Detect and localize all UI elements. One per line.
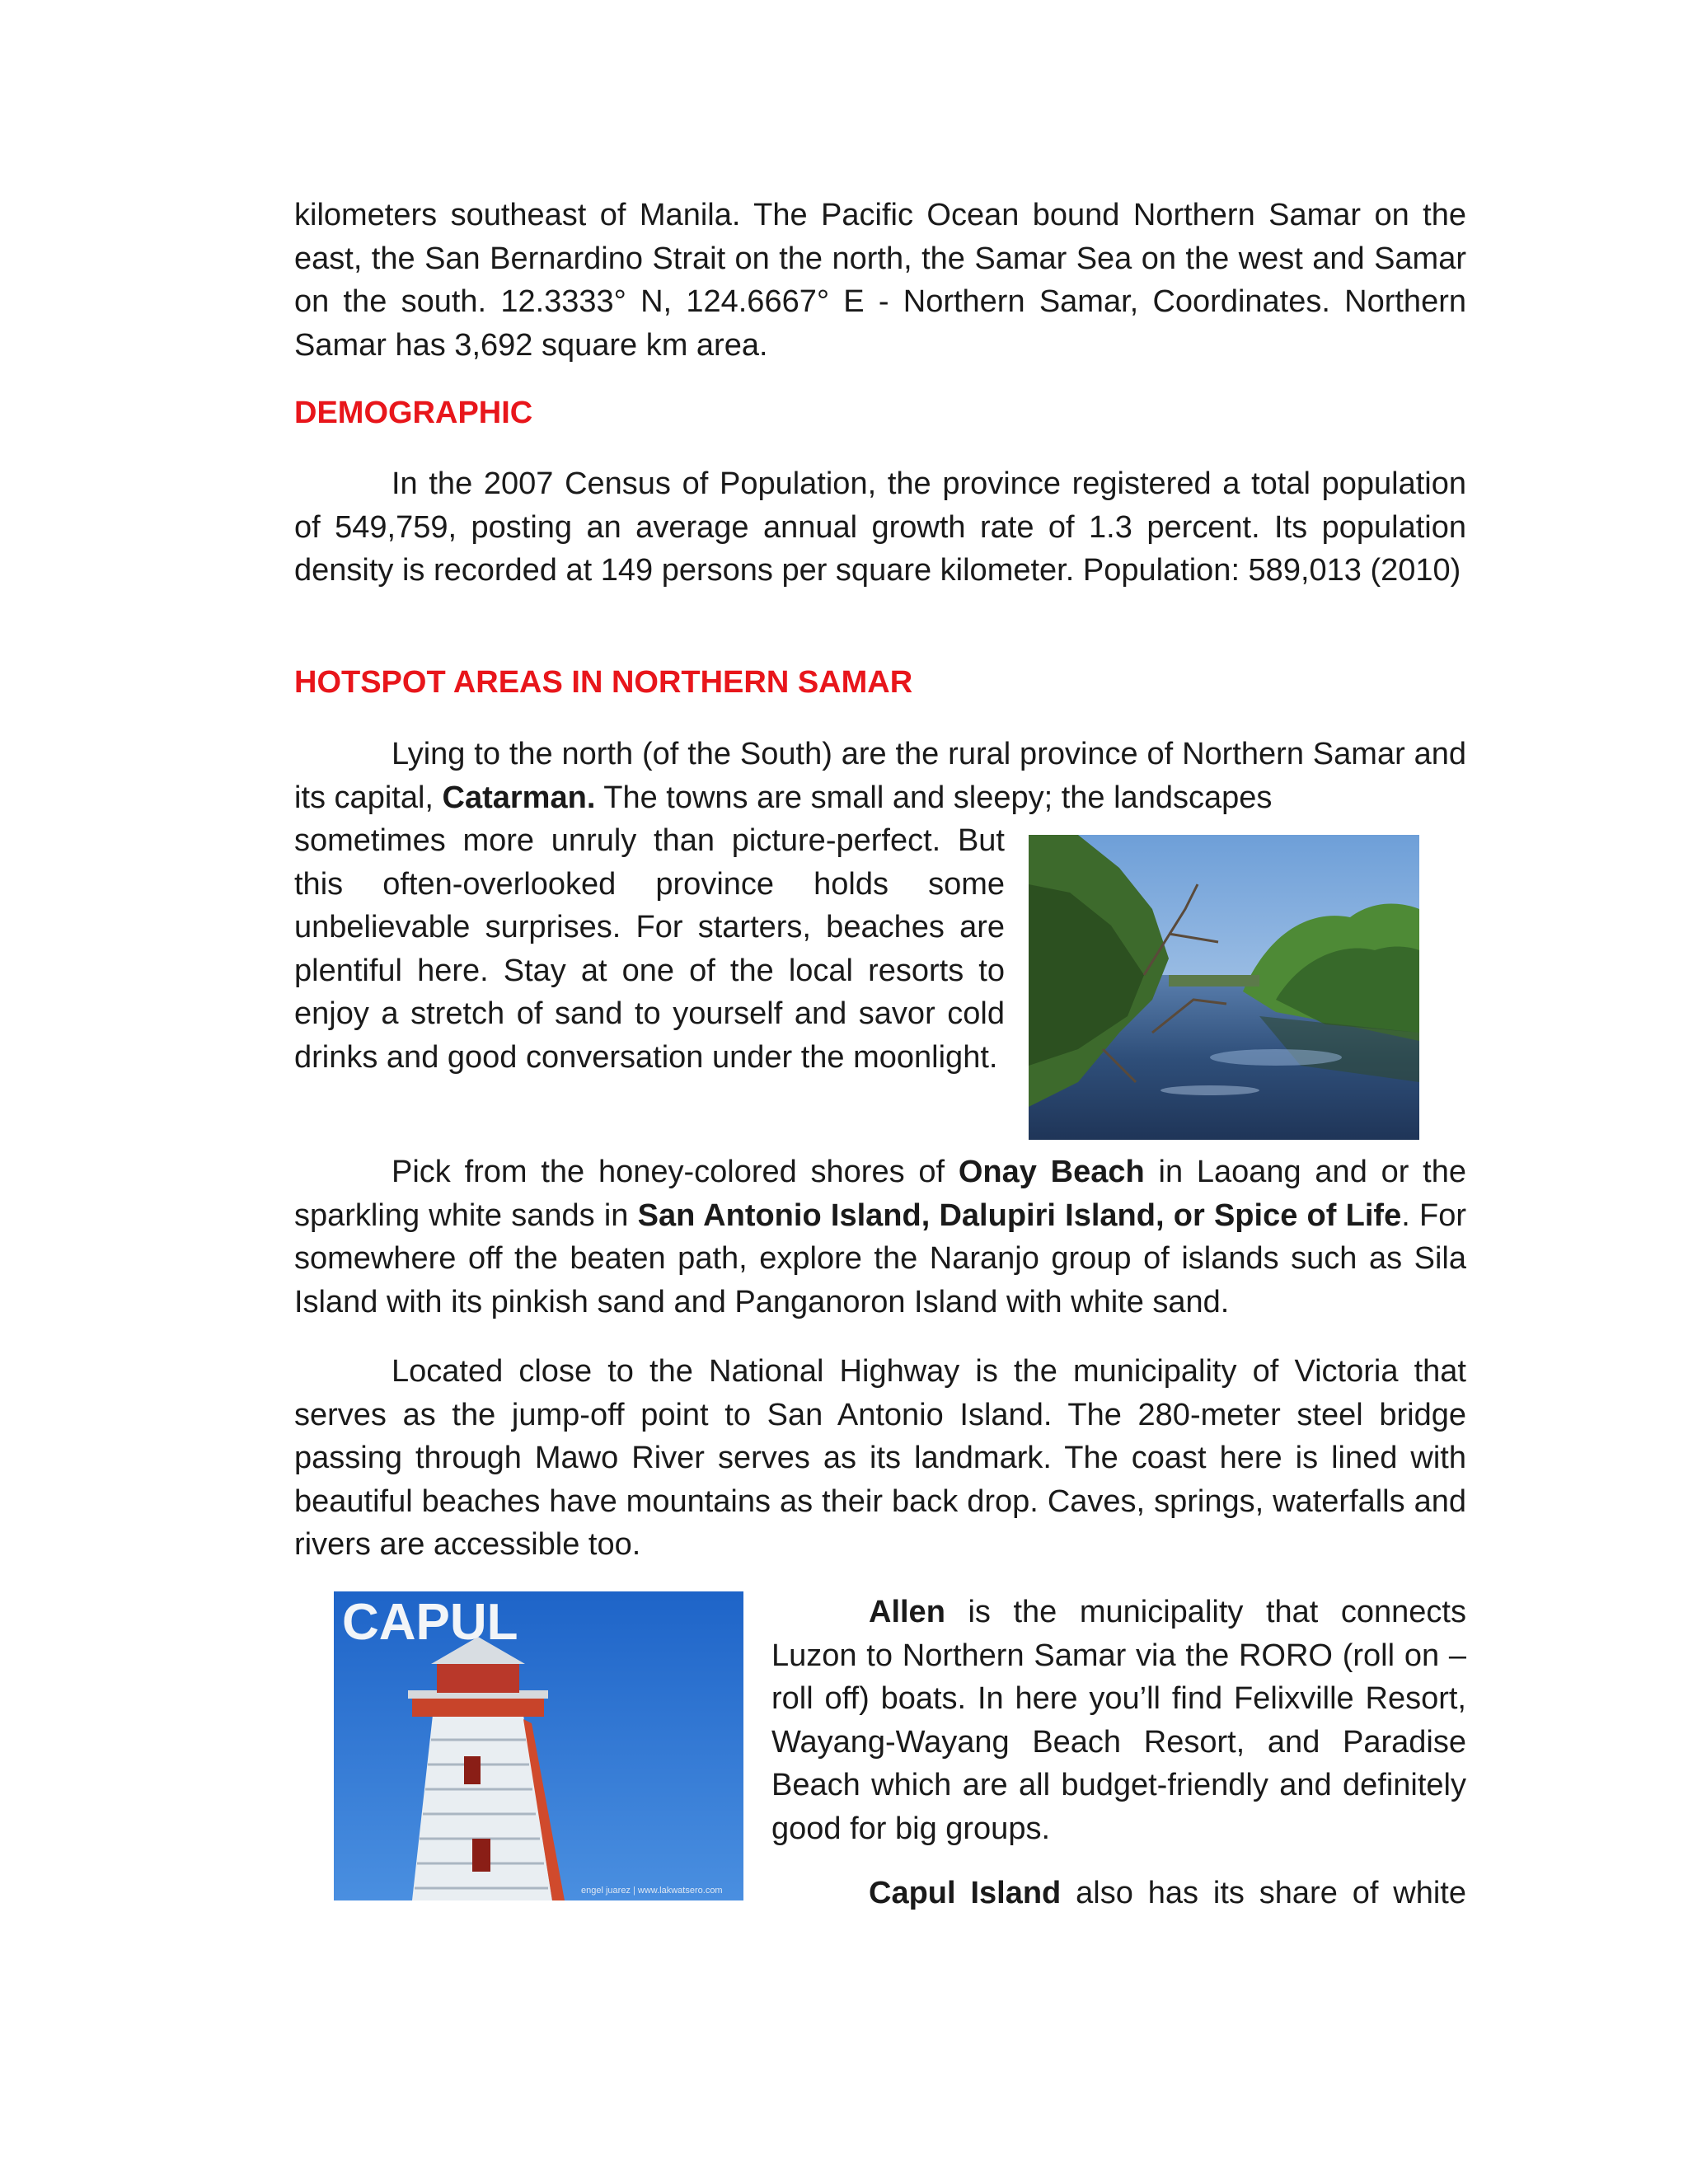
- text-run: in Laoang and or the sparkling white sands in: [294, 1155, 1466, 1233]
- bold-catarman: Catarman.: [442, 780, 596, 815]
- river-image: [1029, 835, 1419, 1140]
- text-run: Lying to the north (of the South) are the rural province of Northern Samar and its capital,: [294, 737, 1466, 815]
- capul-lighthouse-photo: [334, 1591, 743, 1900]
- paragraph-demographic: In the 2007 Census of Population, the province registered a total population of 549,759, posting an average annual growth rate of 1.3 percent. Its population density is recorded at 149 persons per square kilometer. Population: 589,013 (2010): [294, 466, 1466, 588]
- paragraph-allen: [771, 1591, 1466, 1850]
- text-run: Pick from the honey-colored shores of: [392, 1155, 959, 1189]
- paragraph-victoria: Located close to the National Highway is the municipality of Victoria that serves as the jump-off point to San Antonio Island. The 280-meter steel bridge passing through Mawo River serves as its landmark. The coast here is lined with beautiful beaches have mountains as their back drop. Caves, springs, waterfalls and rivers are accessible too.: [294, 1354, 1466, 1562]
- heading-demographic: DEMOGRAPHIC: [294, 396, 533, 430]
- capul-image: [334, 1591, 743, 1900]
- text-run: is the municipality that connects Luzon to Northern Samar via the RORO (roll on – roll off) boats. In here you’ll find Felixville Resort, Wayang-Wayang Beach Resort, and Paradise Beach which are all budget-friendly and definitely good for big groups.: [771, 1595, 1466, 1846]
- text-run: . For somewhere off the beaten path, explore the Naranjo group of islands such as Sila Island with its pinkish sand and Panganoron Island with white sand.: [294, 1197, 1466, 1319]
- text-run: The towns are small and sleepy; the landscapes: [595, 780, 1273, 815]
- photo-watermark: engel juarez | www.lakwatsero.com: [581, 1886, 723, 1896]
- paragraph-hotspot-wrap: sometimes more unruly than picture-perfect. But this often-overlooked province holds some unbelievable surprises. For starters, beaches are plentiful here. Stay at one of the local resorts to enjoy a stretch of sand to yourself and savor cold drinks and good conversation under the moonlight.: [294, 823, 1005, 1075]
- heading-hotspot-areas: HOTSPOT AREAS IN NORTHERN SAMAR: [294, 665, 913, 700]
- bold-capul-island: Capul Island: [869, 1876, 1062, 1910]
- capul-title-text: CAPUL: [342, 1594, 518, 1651]
- bold-allen: Allen: [869, 1595, 945, 1629]
- paragraph-beaches: [294, 1151, 1466, 1324]
- paragraph-hotspot-intro: [294, 733, 1466, 819]
- river-photo: [1029, 835, 1419, 1140]
- paragraph-capul: [771, 1872, 1466, 1915]
- text-run: also has its share of white: [1061, 1876, 1466, 1910]
- paragraph-location: kilometers southeast of Manila. The Pacific Ocean bound Northern Samar on the east, the San Bernardino Strait on the north, the Samar Sea on the west and Samar on the south. 12.3333° N, 124.6667° E - Northern Samar, Coordinates. Northern Samar has 3,692 square km area.: [294, 198, 1466, 363]
- bold-islands: San Antonio Island, Dalupiri Island, or Spice of Life: [637, 1197, 1402, 1233]
- bold-onay-beach: Onay Beach: [958, 1155, 1145, 1189]
